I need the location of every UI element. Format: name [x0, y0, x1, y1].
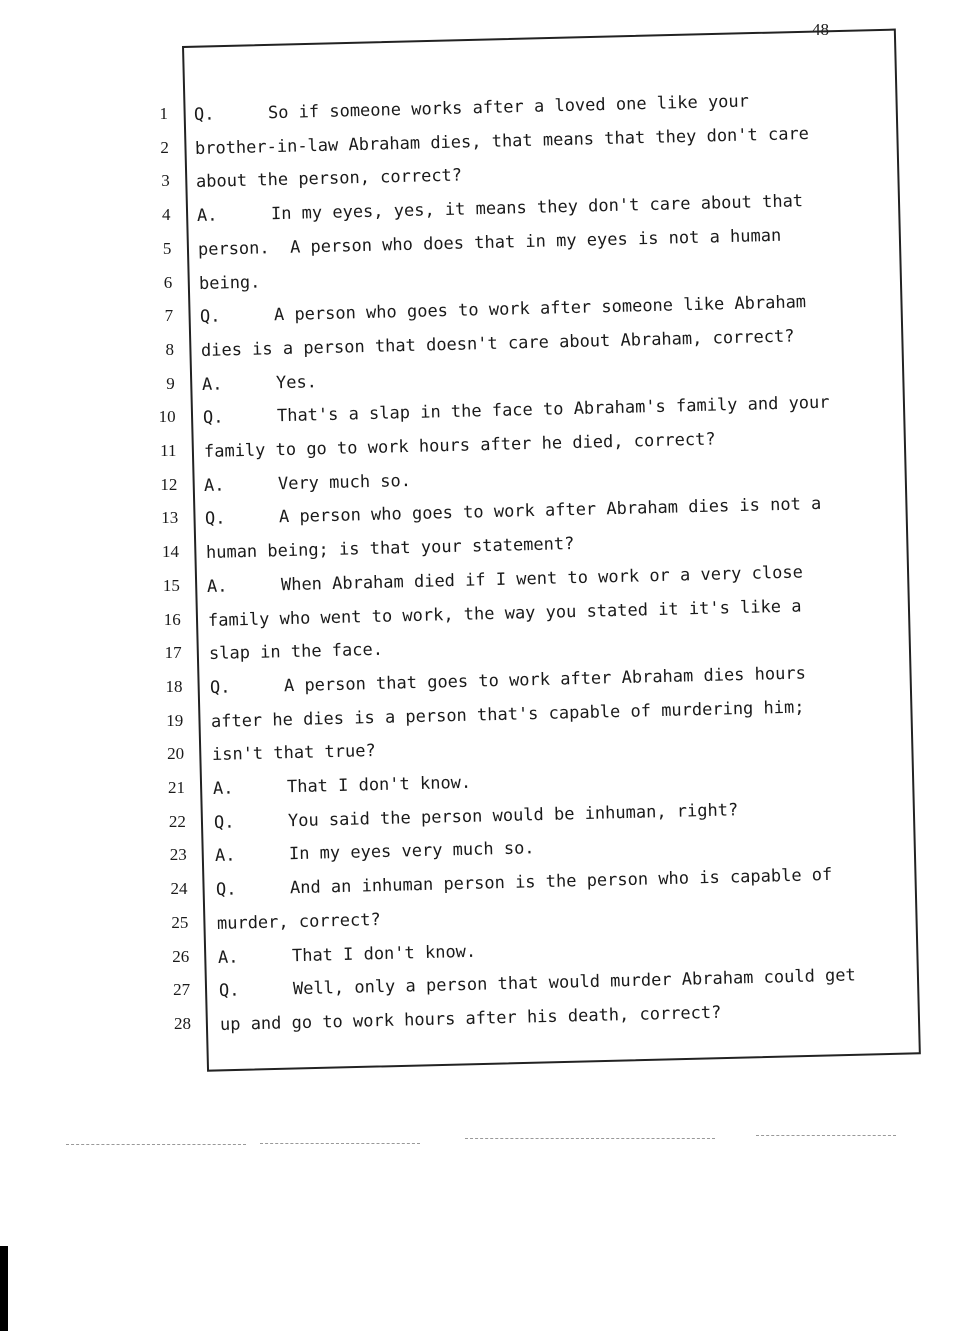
- line-number: 10: [158, 407, 176, 427]
- line-content: up and go to work hours after his death, correct?: [219, 1002, 722, 1035]
- line-number: 23: [169, 845, 187, 865]
- line-number: 19: [166, 710, 184, 730]
- line-content: about the person, correct?: [195, 165, 463, 193]
- line-content: Yes.: [275, 371, 317, 393]
- line-number: 24: [170, 879, 188, 899]
- line-text: [199, 272, 261, 293]
- line-content: And an inhuman person is the person who is capable of: [289, 865, 833, 899]
- line-number: 11: [160, 441, 177, 460]
- line-content: A person who goes to work after Abraham dies is not a: [279, 494, 822, 528]
- line-number: 13: [161, 508, 179, 528]
- line-number: 7: [164, 306, 174, 326]
- line-content: A person that goes to work after Abraham dies hours: [283, 663, 807, 697]
- transcript-line: [0, 123, 969, 165]
- line-content: human being; is that your statement?: [206, 534, 575, 564]
- line-content: Very much so.: [278, 470, 412, 494]
- line-content: family who went to work, the way you stated it it's like a: [208, 595, 802, 631]
- speaker-label: A.: [201, 374, 223, 395]
- scan-edge-mark: [0, 1246, 8, 1331]
- line-number: 17: [164, 643, 182, 663]
- transcript-line: [0, 663, 969, 704]
- line-content: family to go to work hours after he died, correct?: [203, 429, 716, 462]
- line-number: 20: [167, 744, 185, 764]
- transcript-line: [0, 910, 969, 940]
- line-number: 1: [159, 104, 168, 123]
- line-content: isn't that true?: [211, 741, 377, 766]
- transcript-line: [0, 534, 969, 569]
- line-text: [206, 534, 575, 563]
- line-number: 28: [173, 1013, 191, 1033]
- transcript-line: [0, 640, 969, 670]
- bottom-scan-artifact: [465, 1138, 715, 1139]
- line-content: So if someone works after a loved one like your: [267, 91, 750, 124]
- transcript-line: [0, 392, 969, 434]
- transcript-line: [0, 270, 969, 300]
- speaker-label: Q.: [218, 980, 240, 1002]
- bottom-scan-artifact: [756, 1135, 896, 1136]
- line-content: In my eyes, yes, it means they don't care about that: [270, 191, 804, 225]
- line-content: dies is a person that doesn't care about Abraham, correct?: [200, 326, 795, 361]
- transcript-line: [0, 562, 969, 603]
- speaker-label: A.: [204, 475, 226, 496]
- line-number: 9: [166, 373, 175, 393]
- line-text: [196, 166, 463, 192]
- transcript-line: [0, 225, 969, 266]
- line-content: That's a slap in the face to Abraham's family and your: [276, 392, 830, 427]
- line-number: 6: [163, 272, 173, 292]
- line-number: 3: [161, 171, 170, 191]
- line-content: In my eyes very much so.: [288, 838, 535, 865]
- line-number: 22: [168, 811, 186, 831]
- line-number: 2: [160, 137, 169, 157]
- transcript-line: [0, 292, 969, 333]
- speaker-label: Q.: [209, 677, 231, 698]
- transcript-line: [0, 91, 969, 131]
- line-text: [217, 910, 381, 934]
- line-content: being.: [198, 272, 261, 294]
- line-number: 5: [162, 238, 172, 258]
- line-number: 4: [162, 205, 171, 225]
- line-content: A person who goes to work after someone like Abraham: [273, 292, 806, 326]
- line-text: [218, 941, 477, 967]
- line-content: after he dies is a person that's capable of murdering him;: [210, 697, 805, 732]
- speaker-label: Q.: [213, 812, 235, 833]
- speaker-label: Q.: [215, 879, 237, 901]
- speaker-label: A.: [214, 845, 236, 867]
- line-content: That I don't know.: [286, 772, 472, 798]
- line-text: [212, 741, 376, 765]
- line-text: [209, 640, 383, 664]
- line-number: 16: [163, 609, 181, 629]
- line-number: 27: [173, 980, 191, 1000]
- line-content: Well, only a person that would murder Abraham could get: [292, 965, 856, 1000]
- line-number: 25: [171, 912, 189, 932]
- bottom-scan-artifact: [66, 1144, 246, 1145]
- line-text: [215, 839, 535, 867]
- transcript-line: [0, 494, 969, 535]
- speaker-label: Q.: [199, 306, 221, 328]
- page-number: 48: [812, 20, 829, 39]
- speaker-label: Q.: [202, 407, 224, 429]
- line-content: brother-in-law Abraham dies, that means that they don't care: [194, 123, 810, 159]
- speaker-label: A.: [196, 205, 218, 227]
- line-number: 8: [165, 339, 174, 359]
- line-content: murder, correct?: [216, 909, 381, 934]
- line-text: [204, 471, 411, 496]
- transcript-line: [0, 326, 969, 367]
- transcript-line: [0, 965, 969, 1007]
- transcript-line: [0, 1002, 969, 1041]
- transcript-line: [0, 865, 969, 906]
- transcript-line: [0, 191, 969, 232]
- line-content: When Abraham died if I went to work or a very close: [281, 562, 804, 595]
- speaker-label: Q.: [205, 508, 227, 530]
- transcript-line: [0, 472, 969, 502]
- transcript-line: [0, 429, 969, 468]
- transcript-line: [0, 165, 969, 198]
- transcript-line: [0, 799, 969, 839]
- speaker-label: A.: [207, 576, 229, 597]
- line-text: [201, 372, 316, 395]
- transcript-line: [0, 772, 969, 805]
- line-content: slap in the face.: [208, 639, 384, 665]
- line-content: person. A person who does that in my eyes is not a human: [197, 225, 782, 260]
- transcript-line: [0, 741, 969, 771]
- line-number: 14: [162, 542, 180, 562]
- speaker-label: A.: [217, 947, 239, 968]
- line-number: 12: [160, 474, 178, 494]
- line-number: 18: [165, 676, 183, 696]
- line-number: 26: [172, 946, 190, 966]
- line-number: 21: [168, 778, 185, 797]
- bottom-scan-artifact: [260, 1143, 420, 1144]
- speaker-label: Q.: [193, 104, 215, 125]
- speaker-label: A.: [212, 778, 234, 799]
- line-content: That I don't know.: [291, 941, 477, 966]
- transcript-line: [0, 595, 969, 637]
- line-content: You said the person would be inhuman, right?: [287, 799, 739, 831]
- line-number: 15: [162, 575, 180, 595]
- transcript-line: [0, 697, 969, 738]
- line-text: [213, 773, 472, 799]
